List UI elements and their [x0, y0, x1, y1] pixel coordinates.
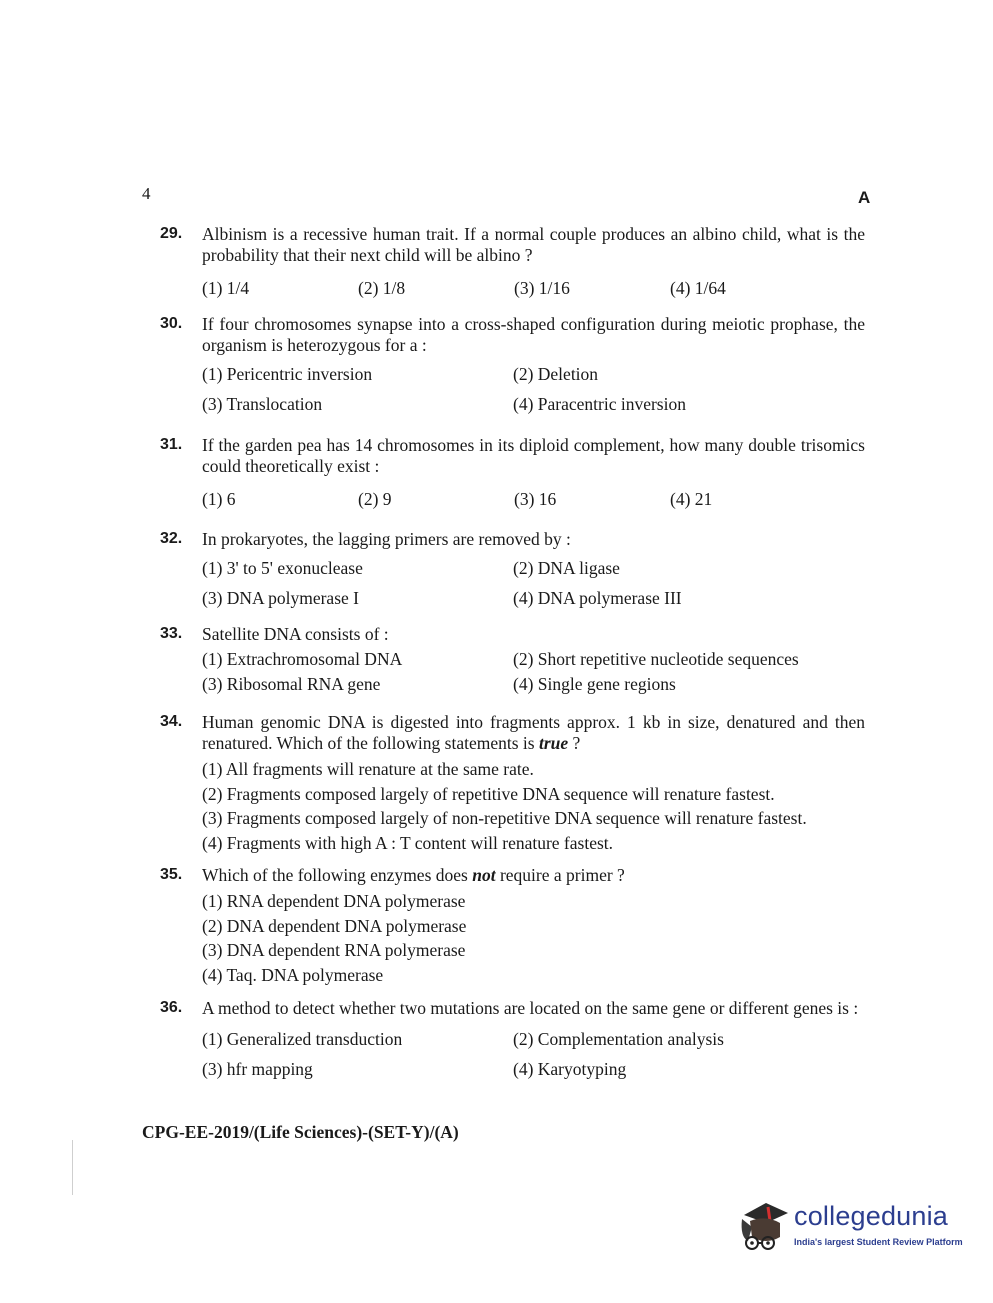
option-2: (2) 1/8	[358, 278, 406, 298]
brand-tagline: India's largest Student Review Platform	[794, 1237, 963, 1247]
options	[202, 889, 865, 987]
question-text: In prokaryotes, the lagging primers are removed by :	[202, 529, 571, 549]
scan-artifact	[72, 1140, 73, 1195]
options-row	[202, 649, 865, 670]
brand-name: collegedunia	[794, 1201, 949, 1231]
question-number: 36.	[160, 999, 183, 1016]
question-number: 31.	[160, 436, 183, 453]
option-2: (2) DNA ligase	[513, 558, 620, 578]
option-4: (4) DNA polymerase III	[513, 588, 682, 608]
question-number: 33.	[160, 625, 183, 642]
option-1: (1) Generalized transduction	[202, 1029, 403, 1049]
options-row	[202, 588, 865, 609]
option-1: (1) Pericentric inversion	[202, 364, 373, 384]
option-1: (1) Extrachromosomal DNA	[202, 649, 403, 669]
question-text: Which of the following enzymes does not require a primer ?	[202, 865, 625, 885]
option-2: (2) Short repetitive nucleotide sequences	[513, 649, 799, 669]
option-1: (1) All fragments will renature at the same rate.	[202, 759, 534, 779]
option-2: (2) Fragments composed largely of repetitive DNA sequence will renature fastest.	[202, 783, 775, 804]
option-3: (3) Translocation	[202, 394, 323, 414]
option-1: (1) RNA dependent DNA polymerase	[202, 891, 466, 911]
option-2: (2) 9	[358, 489, 392, 509]
option-4: (4) 1/64	[670, 278, 726, 298]
option-1: (1) 3' to 5' exonuclease	[202, 558, 363, 578]
option-4: (4) Fragments with high A : T content will renature fastest.	[202, 832, 614, 853]
question-29	[160, 224, 865, 299]
option-3: (3) 16	[514, 489, 557, 509]
question-text: Human genomic DNA is digested into fragments approx. 1 kb in size, denatured and then renatured. Which of the following statements is true ?	[202, 712, 865, 753]
question-35	[160, 865, 865, 987]
question-text: If the garden pea has 14 chromosomes in its diploid complement, how many double trisomics could theoretically exist :	[202, 435, 865, 476]
question-text: A method to detect whether two mutations are located on the same gene or different genes is :	[202, 998, 859, 1018]
option-4: (4) Karyotyping	[513, 1059, 627, 1079]
option-2: (2) DNA dependent DNA polymerase	[202, 915, 467, 936]
option-3: (3) 1/16	[514, 278, 570, 298]
set-letter: A	[858, 188, 871, 207]
question-number: 30.	[160, 315, 183, 332]
option-3: (3) DNA polymerase I	[202, 588, 359, 608]
options-row	[202, 558, 865, 579]
options	[202, 278, 865, 299]
option-3: (3) Fragments composed largely of non-repetitive DNA sequence will renature fastest.	[202, 808, 807, 828]
question-30	[160, 314, 865, 415]
page-number: 4	[142, 184, 151, 203]
mascot-icon	[736, 1197, 794, 1261]
question-text: Albinism is a recessive human trait. If a normal couple produces an albino child, what is the probability that their next child will be albino ?	[202, 224, 865, 265]
question-36	[160, 998, 865, 1080]
emphasis: true	[538, 733, 569, 753]
question-number: 32.	[160, 530, 183, 547]
question-text: If four chromosomes synapse into a cross-shaped configuration during meiotic prophase, the organism is heterozygous for a :	[202, 314, 865, 355]
question-number: 29.	[160, 225, 183, 242]
question-32	[160, 529, 865, 609]
options	[202, 757, 865, 855]
option-3: (3) DNA dependent RNA polymerase	[202, 940, 466, 960]
options-row	[202, 674, 865, 695]
options-row	[202, 1059, 865, 1080]
emphasis: not	[472, 865, 496, 885]
exam-code: CPG-EE-2019/(Life Sciences)-(SET-Y)/(A)	[142, 1122, 459, 1142]
question-31	[160, 435, 865, 510]
collegedunia-watermark	[736, 1197, 966, 1261]
question-33	[160, 624, 865, 695]
option-3: (3) Ribosomal RNA gene	[202, 674, 381, 694]
option-4: (4) Taq. DNA polymerase	[202, 964, 384, 985]
option-1: (1) 6	[202, 489, 236, 509]
options-row	[202, 394, 865, 415]
option-4: (4) Paracentric inversion	[513, 394, 686, 414]
question-text: Satellite DNA consists of :	[202, 624, 389, 644]
options-row	[202, 1029, 865, 1050]
option-4: (4) Single gene regions	[513, 674, 676, 694]
question-number: 35.	[160, 866, 183, 883]
option-2: (2) Deletion	[513, 364, 599, 384]
option-2: (2) Complementation analysis	[513, 1029, 724, 1049]
option-1: (1) 1/4	[202, 278, 250, 298]
option-4: (4) 21	[670, 489, 713, 509]
question-number: 34.	[160, 713, 183, 730]
option-3: (3) hfr mapping	[202, 1059, 313, 1079]
question-34	[160, 712, 865, 855]
options-row	[202, 364, 865, 385]
options	[202, 489, 865, 510]
